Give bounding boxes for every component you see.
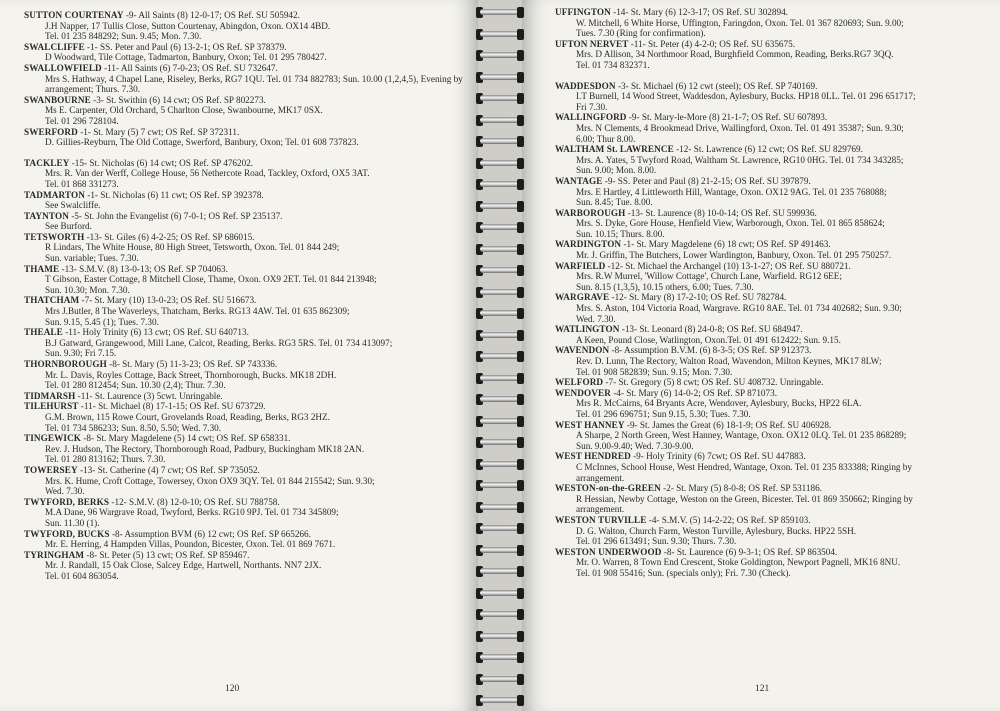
contact-line: 6.00; Thur 8.00.	[576, 133, 636, 144]
tower-name: WELFORD	[555, 377, 604, 388]
contact-line: G.M. Brown, 115 Rowe Court, Grovelands Road, Reading, Berks, RG3 2HZ.	[45, 411, 330, 422]
entry-heading	[555, 7, 992, 18]
entry-heading	[24, 433, 464, 444]
binding-ring	[476, 198, 524, 214]
entry-heading	[24, 232, 464, 243]
tower-details: -11- All Saints (6) 7-0-23; OS Ref. SU 732647.	[101, 62, 278, 73]
directory-entry	[555, 239, 992, 260]
directory-entry	[24, 359, 464, 391]
entry-heading	[555, 112, 992, 123]
contact-line: Wed. 7.30.	[576, 313, 616, 324]
entry-heading	[555, 81, 992, 92]
entry-gap	[555, 71, 992, 81]
binding-ring	[476, 585, 524, 601]
contact-line: Tel. 01 908 55416; Sun. (specials only); Fri. 7.30 (Check).	[576, 567, 791, 578]
entry-heading	[555, 292, 992, 303]
contact-line: Tel. 01 280 812454; Sun. 10.30 (2,4); Thur. 7.30.	[45, 380, 226, 391]
tower-details: -13- S.M.V. (8) 13-0-13; OS Ref. SP 704063.	[59, 263, 228, 274]
tower-name: SWANBOURNE	[24, 94, 91, 105]
contact-line: Mrs. E Hartley, 4 Littleworth Hill, Wantage, Oxon. OX12 9AG. Tel. 01 235 768088;	[576, 186, 887, 197]
tower-details: -14- St. Mary (6) 12-3-17; OS Ref. SU 302894.	[610, 7, 788, 17]
contact-line: See Burford.	[45, 221, 92, 232]
directory-entry	[24, 497, 464, 529]
directory-entry	[555, 7, 992, 39]
tower-details: -7- St. Mary (10) 13-0-23; OS Ref. SU 516673.	[79, 295, 257, 306]
binding-ring	[476, 262, 524, 278]
directory-entry	[24, 391, 464, 402]
binding-ring	[476, 692, 524, 708]
binding-ring	[476, 413, 524, 429]
contact-line: Sun. variable; Tues. 7.30.	[45, 253, 139, 264]
contact-line: Mrs R. McCairns, 64 Bryants Acre, Wendover, Aylesbury, Bucks, HP22 6LA.	[576, 398, 862, 409]
binding-ring	[476, 176, 524, 192]
tower-details: -8- Assumption B.V.M. (6) 8-3-5; OS Ref. SP 912373.	[609, 345, 812, 356]
binding-ring	[476, 241, 524, 257]
tower-details: -13- St. Laurence (8) 10-0-14; OS Ref. SU 599936.	[625, 207, 817, 218]
tower-details: -9- SS. Peter and Paul (8) 21-2-15; OS Ref. SU 397879.	[602, 175, 811, 186]
entry-heading	[24, 10, 464, 21]
entry-heading	[555, 345, 992, 356]
binding-ring	[476, 47, 524, 63]
contact-line: arrangement.	[576, 504, 625, 515]
directory-entry	[24, 232, 464, 264]
tower-name: TWYFORD, BUCKS	[24, 528, 110, 539]
tower-details: -4- St. Mary (6) 14-0-2; OS Ref. SP 871073.	[610, 387, 777, 398]
tower-name: SUTTON COURTENAY	[24, 10, 124, 20]
directory-entry	[24, 63, 464, 95]
entry-heading	[555, 239, 992, 250]
directory-entry	[555, 39, 992, 71]
entry-heading	[555, 176, 992, 187]
entry-heading	[555, 515, 992, 526]
tower-name: WESTON-on-the-GREEN	[555, 483, 661, 494]
directory-entry	[24, 10, 464, 42]
tower-name: TETSWORTH	[24, 231, 85, 242]
binding-ring	[476, 649, 524, 665]
tower-name: SWERFORD	[24, 126, 78, 137]
entry-heading	[555, 144, 992, 155]
directory-entry	[555, 451, 992, 483]
entry-heading	[24, 391, 464, 402]
contact-line: A Keen, Pound Close, Watlington, Oxon.Tel. 01 491 612422; Sun. 9.15.	[576, 334, 841, 345]
contact-line: D. G. Walton, Church Farm, Weston Turville, Aylesbury, Bucks. HP22 5SH.	[576, 525, 857, 536]
entry-heading	[555, 483, 992, 494]
tower-details: -11- St. Peter (4) 4-2-0; OS Ref. SU 635675.	[628, 38, 796, 49]
tower-name: TIDMARSH	[24, 390, 76, 401]
contact-line: Mrs. K. Hume, Croft Cottage, Towersey, Oxon OX9 3QY. Tel. 01 844 215542; Sun. 9.30;	[45, 475, 375, 486]
binding-ring	[476, 155, 524, 171]
directory-entry	[555, 483, 992, 515]
entry-heading	[24, 264, 464, 275]
right-entries	[555, 7, 992, 578]
contact-line: Tel. 01 296 696751; Sun 9.15, 5.30; Tues. 7.30.	[576, 408, 751, 419]
tower-name: WESTON UNDERWOOD	[555, 546, 662, 557]
tower-name: SWALCLIFFE	[24, 41, 85, 52]
directory-entry	[24, 127, 464, 148]
entry-heading	[555, 420, 992, 431]
entry-heading	[555, 324, 992, 335]
directory-entry	[24, 327, 464, 359]
contact-line: Mr. E. Herring, 4 Hampden Villas, Poundon, Bicester, Oxon. Tel. 01 869 7671.	[45, 539, 336, 550]
tower-name: WALLINGFORD	[555, 112, 627, 123]
tower-details: -13- St. Giles (6) 4-2-25; OS Ref. SP 686015.	[84, 231, 255, 242]
binding-ring	[476, 112, 524, 128]
right-page	[522, 0, 1000, 711]
directory-entry	[24, 211, 464, 232]
directory-entry	[555, 547, 992, 579]
contact-line: Mrs. A. Yates, 5 Twyford Road, Waltham St. Lawrence, RG10 0HG. Tel. 01 734 343285;	[576, 154, 904, 165]
left-entries	[24, 10, 464, 581]
right-page-number: 121	[755, 684, 770, 694]
tower-name: THORNBOROUGH	[24, 359, 107, 369]
contact-line: Mr. L. Davis, Royles Cottage, Back Street, Thornborough, Bucks. MK18 2DH.	[45, 369, 337, 380]
entry-heading	[555, 388, 992, 399]
binding-ring	[476, 305, 524, 321]
left-page	[0, 0, 478, 711]
binding-ring	[476, 456, 524, 472]
contact-line: Mrs. D Allison, 34 Northmoor Road, Burghfield Common, Reading, Berks.RG7 3QQ.	[576, 49, 894, 60]
contact-line: Tel. 01 734 832371.	[576, 59, 650, 70]
contact-line: Sun. 9.00-9.40; Wed. 7.30-9.00.	[576, 440, 694, 451]
tower-details: -9- St. Mary-le-More (8) 21-1-7; OS Ref. SU 607893.	[626, 112, 828, 123]
tower-name: TWYFORD, BERKS	[24, 496, 110, 507]
directory-entry	[555, 292, 992, 324]
directory-entry	[24, 433, 464, 465]
directory-entry	[24, 42, 464, 63]
tower-name: UFTON NERVET	[555, 38, 629, 49]
tower-name: WATLINGTON	[555, 324, 620, 335]
binding-ring	[476, 628, 524, 644]
binding-ring	[476, 133, 524, 149]
entry-heading	[24, 295, 464, 306]
entry-heading	[24, 190, 464, 201]
tower-name: TOWERSEY	[24, 464, 78, 475]
tower-details: -11- St. Laurence (3) 5cwt. Unringable.	[75, 390, 223, 401]
tower-details: -13- St. Catherine (4) 7 cwt; OS Ref. SP 735052.	[77, 464, 260, 475]
contact-line: Wed. 7.30.	[45, 486, 85, 497]
tower-name: WANTAGE	[555, 175, 603, 186]
tower-details: -12- St. Michael the Archangel (10) 13-1-27; OS Ref. SU 880721.	[605, 260, 851, 271]
binding-ring	[476, 671, 524, 687]
directory-entry	[555, 377, 992, 388]
binding-ring	[476, 90, 524, 106]
tower-name: WARBOROUGH	[555, 207, 626, 218]
entry-heading	[24, 529, 464, 540]
tower-details: -1- SS. Peter and Paul (6) 13-2-1; OS Ref. SP 378379.	[84, 41, 287, 52]
binding-ring	[476, 69, 524, 85]
binding-ring	[476, 563, 524, 579]
binding-ring	[476, 520, 524, 536]
tower-name: TAYNTON	[24, 210, 69, 221]
binding-ring	[476, 542, 524, 558]
contact-line: Mr. O. Warren, 8 Town End Crescent, Stoke Goldington, Newport Pagnell, MK16 8NU.	[576, 557, 901, 568]
tower-name: WEST HANNEY	[555, 419, 625, 430]
tower-name: WEST HENDRED	[555, 451, 631, 462]
contact-line: Mrs. R.W Murrel, 'Willow Cottage', Church Lane, Warfield. RG12 6EE;	[576, 271, 842, 282]
binding-ring	[476, 26, 524, 42]
directory-entry	[555, 388, 992, 420]
tower-name: WALTHAM St. LAWRENCE	[555, 144, 674, 155]
binding-ring	[476, 434, 524, 450]
entry-heading	[24, 95, 464, 106]
tower-name: TYRINGHAM	[24, 549, 85, 560]
contact-line: C McInnes, School House, West Hendred, Wantage, Oxon. Tel. 01 235 833388; Ringing by	[576, 461, 912, 472]
binding-ring	[476, 477, 524, 493]
directory-entry	[555, 208, 992, 240]
tower-details: -12- S.M.V. (8) 12-0-10; OS Ref. SU 788758.	[109, 496, 280, 507]
entry-heading	[555, 451, 992, 462]
entry-gap	[24, 148, 464, 158]
contact-line: Sun. 10.30; Mon. 7.30.	[45, 284, 130, 295]
tower-details: -9- All Saints (8) 12-0-17; OS Ref. SU 505942.	[123, 10, 300, 20]
contact-line: Ms E. Carpenter, Old Orchard, 5 Charlton Close, Swanbourne, MK17 0SX.	[45, 105, 323, 116]
tower-details: -11- St. Michael (8) 17-1-15; OS Ref. SU 673729.	[78, 401, 266, 412]
tower-name: WENDOVER	[555, 387, 611, 398]
tower-details: -13- St. Leonard (8) 24-0-8; OS Ref. SU 684947.	[619, 324, 803, 335]
directory-entry	[24, 401, 464, 433]
contact-line: Mrs S. Hathway, 4 Chapel Lane, Riseley, Berks, RG7 1QU. Tel. 01 734 882783; Sun. 10.00 (1,2,4,5), Evening by arrangement; Thurs. 7.30.	[45, 73, 463, 95]
directory-entry	[24, 295, 464, 327]
tower-name: TADMARTON	[24, 189, 85, 200]
contact-line: Tel. 01 868 331273.	[45, 178, 119, 189]
contact-line: Tel. 01 235 848292; Sun. 9.45; Mon. 7.30.	[45, 31, 202, 42]
contact-line: Rev. J. Hudson, The Rectory, Thornborough Road, Padbury, Buckingham MK18 2AN.	[45, 443, 365, 454]
tower-details: -8- St. Laurence (6) 9-3-1; OS Ref. SP 863504.	[661, 546, 838, 557]
binding-ring	[476, 348, 524, 364]
directory-entry	[555, 515, 992, 547]
entry-heading	[24, 465, 464, 476]
contact-line: Mrs. S. Aston, 104 Victoria Road, Wargrave. RG10 8AE. Tel. 01 734 402682; Sun. 9.30;	[576, 303, 902, 314]
contact-line: Mrs J.Butler, 8 The Waverleys, Thatcham, Berks. RG13 4AW. Tel. 01 635 862309;	[45, 306, 350, 317]
contact-line: Tel. 01 280 813162; Thurs. 7.30.	[45, 454, 166, 465]
tower-details: -1- St. Mary (5) 7 cwt; OS Ref. SP 372311.	[77, 126, 240, 137]
contact-line: Tel. 01 908 582839; Sun. 9.15; Mon. 7.30.	[576, 366, 733, 377]
tower-name: TACKLEY	[24, 157, 70, 168]
tower-name: WADDESDON	[555, 80, 616, 91]
tower-details: -9- St. James the Great (6) 18-1-9; OS Ref. SU 406928.	[624, 419, 832, 430]
directory-entry	[555, 324, 992, 345]
tower-details: -8- Assumption BVM (6) 12 cwt; OS Ref. SP 665266.	[109, 528, 311, 539]
tower-details: -3- St. Michael (6) 12 cwt (steel); OS Ref. SP 740169.	[615, 80, 818, 91]
left-page-number: 120	[225, 684, 240, 694]
tower-details: -15- St. Nicholas (6) 14 cwt; OS Ref. SP 476202.	[69, 157, 254, 168]
contact-line: Mrs. S. Dyke, Gore House, Henfield View, Warborough, Oxon. Tel. 01 865 858624;	[576, 218, 885, 229]
tower-name: WARGRAVE	[555, 292, 610, 303]
tower-details: -12- St. Mary (8) 17-2-10; OS Ref. SU 782784.	[609, 292, 787, 303]
tower-name: THAME	[24, 263, 60, 274]
tower-details: -1- St. Mary Magdelene (6) 18 cwt; OS Ref. SP 491463.	[621, 239, 831, 250]
directory-entry	[555, 420, 992, 452]
entry-heading	[24, 401, 464, 412]
contact-line: Sun. 9.15, 5.45 (1); Tues. 7.30.	[45, 316, 159, 327]
tower-details: -9- Holy Trinity (6) 7cwt; OS Ref. SU 447883.	[630, 451, 806, 462]
entry-heading	[24, 550, 464, 561]
contact-line: Mrs. N Clements, 4 Brookmead Drive, Wallingford, Oxon. Tel. 01 491 35387; Sun. 9.30;	[576, 122, 904, 133]
tower-details: -11- Holy Trinity (6) 13 cwt; OS Ref. SU 640713.	[62, 327, 249, 338]
directory-entry	[555, 81, 992, 113]
contact-line: J.H Napper, 17 Tullis Close, Sutton Courtenay, Abingdon, Oxon. OX14 4BD.	[45, 20, 331, 31]
contact-line: Mr. J. Randall, 15 Oak Close, Salcey Edge, Hartwell, Northants. NN7 2JX.	[45, 560, 322, 571]
tower-name: TILEHURST	[24, 401, 79, 412]
contact-line: Sun. 9.30; Fri 7.15.	[45, 348, 117, 359]
directory-entry	[555, 176, 992, 208]
contact-line: I.T Burnell, 14 Wood Street, Waddesdon, Aylesbury, Bucks. HP18 0LL. Tel. 01 296 651717;	[576, 91, 916, 102]
entry-heading	[24, 211, 464, 222]
contact-line: Sun. 8.45; Tue. 8.00.	[576, 197, 653, 208]
directory-entry	[24, 190, 464, 211]
contact-line: Fri 7.30.	[576, 101, 608, 112]
binding-ring	[476, 391, 524, 407]
contact-line: Sun. 11.30 (1).	[45, 517, 100, 528]
entry-heading	[555, 261, 992, 272]
tower-name: UFFINGTON	[555, 7, 611, 17]
entry-heading	[24, 127, 464, 138]
entry-heading	[555, 377, 992, 388]
contact-line: Tel. 01 296 728104.	[45, 115, 119, 126]
directory-entry	[24, 264, 464, 296]
binding-ring	[476, 219, 524, 235]
binding-ring	[476, 606, 524, 622]
contact-line: See Swalcliffe.	[45, 200, 101, 211]
directory-entry	[555, 345, 992, 377]
binding-ring	[476, 4, 524, 20]
directory-entry	[555, 261, 992, 293]
binding-ring	[476, 370, 524, 386]
tower-name: TINGEWICK	[24, 433, 82, 444]
contact-line: Tues. 7.30 (Ring for confirmation).	[576, 28, 706, 39]
entry-heading	[555, 547, 992, 558]
contact-line: T Gibson, Easter Cottage, 8 Mitchell Close, Thame, Oxon. OX9 2ET. Tel. 01 844 213948;	[45, 274, 377, 285]
binding-ring	[476, 284, 524, 300]
contact-line: A Sharpe, 2 North Green, West Hanney, Wantage, Oxon. OX12 0LQ. Tel. 01 235 868289;	[576, 430, 907, 441]
binding-ring	[476, 499, 524, 515]
contact-line: Sun. 9.00; Mon. 8.00.	[576, 165, 657, 176]
tower-details: -2- St. Mary (5) 8-0-8; OS Ref. SP 531186.	[660, 483, 822, 494]
contact-line: Sun. 10.15; Thurs. 8.00.	[576, 228, 665, 239]
tower-details: -4- S.M.V. (5) 14-2-22; OS Ref. SP 859103.	[646, 514, 811, 525]
spiral-binding	[470, 0, 530, 711]
entry-heading	[24, 158, 464, 169]
contact-line: arrangement.	[576, 472, 625, 483]
directory-entry	[24, 158, 464, 190]
tower-name: WARFIELD	[555, 260, 606, 271]
entry-heading	[24, 327, 464, 338]
tower-name: WARDINGTON	[555, 239, 622, 250]
entry-heading	[555, 208, 992, 219]
contact-line: Tel. 01 604 863054.	[45, 570, 119, 581]
contact-line: Sun. 8.15 (1,3,5), 10.15 others, 6.00; Tues. 7.30.	[576, 281, 754, 292]
directory-entry	[555, 144, 992, 176]
entry-heading	[24, 497, 464, 508]
tower-details: -5- St. John the Evangelist (6) 7-0-1; OS Ref. SP 235137.	[68, 210, 283, 221]
entry-heading	[555, 39, 992, 50]
entry-heading	[24, 63, 464, 74]
entry-heading	[24, 359, 464, 370]
tower-details: -7- St. Gregory (5) 8 cwt; OS Ref. SU 408732. Unringable.	[603, 377, 824, 388]
contact-line: D Woodward, Tile Cottage, Tadmarton, Banbury, Oxon; Tel. 01 295 780427.	[45, 52, 327, 63]
contact-line: Rev. D. Lunn, The Rectory, Walton Road, Wavendon, Milton Keynes, MK17 8LW;	[576, 356, 882, 366]
directory-entry	[555, 112, 992, 144]
tower-details: -12- St. Lawrence (6) 12 cwt; OS Ref. SU 829769.	[673, 144, 863, 155]
contact-line: Tel. 01 296 613491; Sun. 9.30; Thurs. 7.30.	[576, 536, 737, 547]
tower-details: -8- St. Mary Magdelene (5) 14 cwt; OS Ref. SP 658331.	[81, 433, 291, 444]
entry-heading	[24, 42, 464, 53]
tower-details: -1- St. Nicholas (6) 11 cwt; OS Ref. SP 392378.	[84, 189, 264, 200]
contact-line: R Lindars, The White House, 80 High Street, Tetsworth, Oxon. Tel. 01 844 249;	[45, 242, 340, 253]
tower-details: -8- St. Mary (5) 11-3-23; OS Ref. SP 743336.	[106, 359, 278, 369]
contact-line: Tel. 01 734 586233; Sun. 8.50, 5.50; Wed. 7.30.	[45, 422, 222, 433]
contact-line: W. Mitchell, 6 White Horse, Uffington, Faringdon, Oxon. Tel. 01 367 820693; Sun. 9.00;	[576, 17, 904, 28]
tower-details: -3- St. Swithin (6) 14 cwt; OS Ref. SP 802273.	[90, 94, 266, 105]
tower-name: WESTON TURVILLE	[555, 514, 647, 525]
binding-ring	[476, 327, 524, 343]
contact-line: D. Gillies-Reyburn, The Old Cottage, Swerford, Banbury, Oxon; Tel. 01 608 737823.	[45, 137, 359, 148]
directory-entry	[24, 550, 464, 582]
contact-line: Mrs. R. Van der Werff, College House, 56 Nethercote Road, Tackley, Oxford, OX5 3AT.	[45, 168, 370, 179]
tower-name: WAVENDON	[555, 345, 610, 356]
tower-details: -8- St. Peter (5) 13 cwt; OS Ref. SP 859467.	[84, 549, 250, 560]
tower-name: SWALLOWFIELD	[24, 62, 102, 73]
contact-line: B.J Gatward, Grangewood, Mill Lane, Calcot, Reading, Berks. RG3 5RS. Tel. 01 734 413097;	[45, 337, 393, 348]
directory-entry	[24, 95, 464, 127]
contact-line: R Hessian, Newby Cottage, Weston on the Green, Bicester. Tel. 01 869 350662; Ringing by	[576, 493, 913, 504]
tower-name: THATCHAM	[24, 295, 80, 306]
directory-entry	[24, 529, 464, 550]
contact-line: Mr. J. Griffin, The Butchers, Lower Wardington, Banbury, Oxon. Tel. 01 295 750257.	[576, 250, 892, 261]
contact-line: M.A Dane, 96 Wargrave Road, Twyford, Berks. RG10 9PJ. Tel. 01 734 345809;	[45, 507, 339, 518]
tower-name: THEALE	[24, 327, 63, 338]
directory-entry	[24, 465, 464, 497]
